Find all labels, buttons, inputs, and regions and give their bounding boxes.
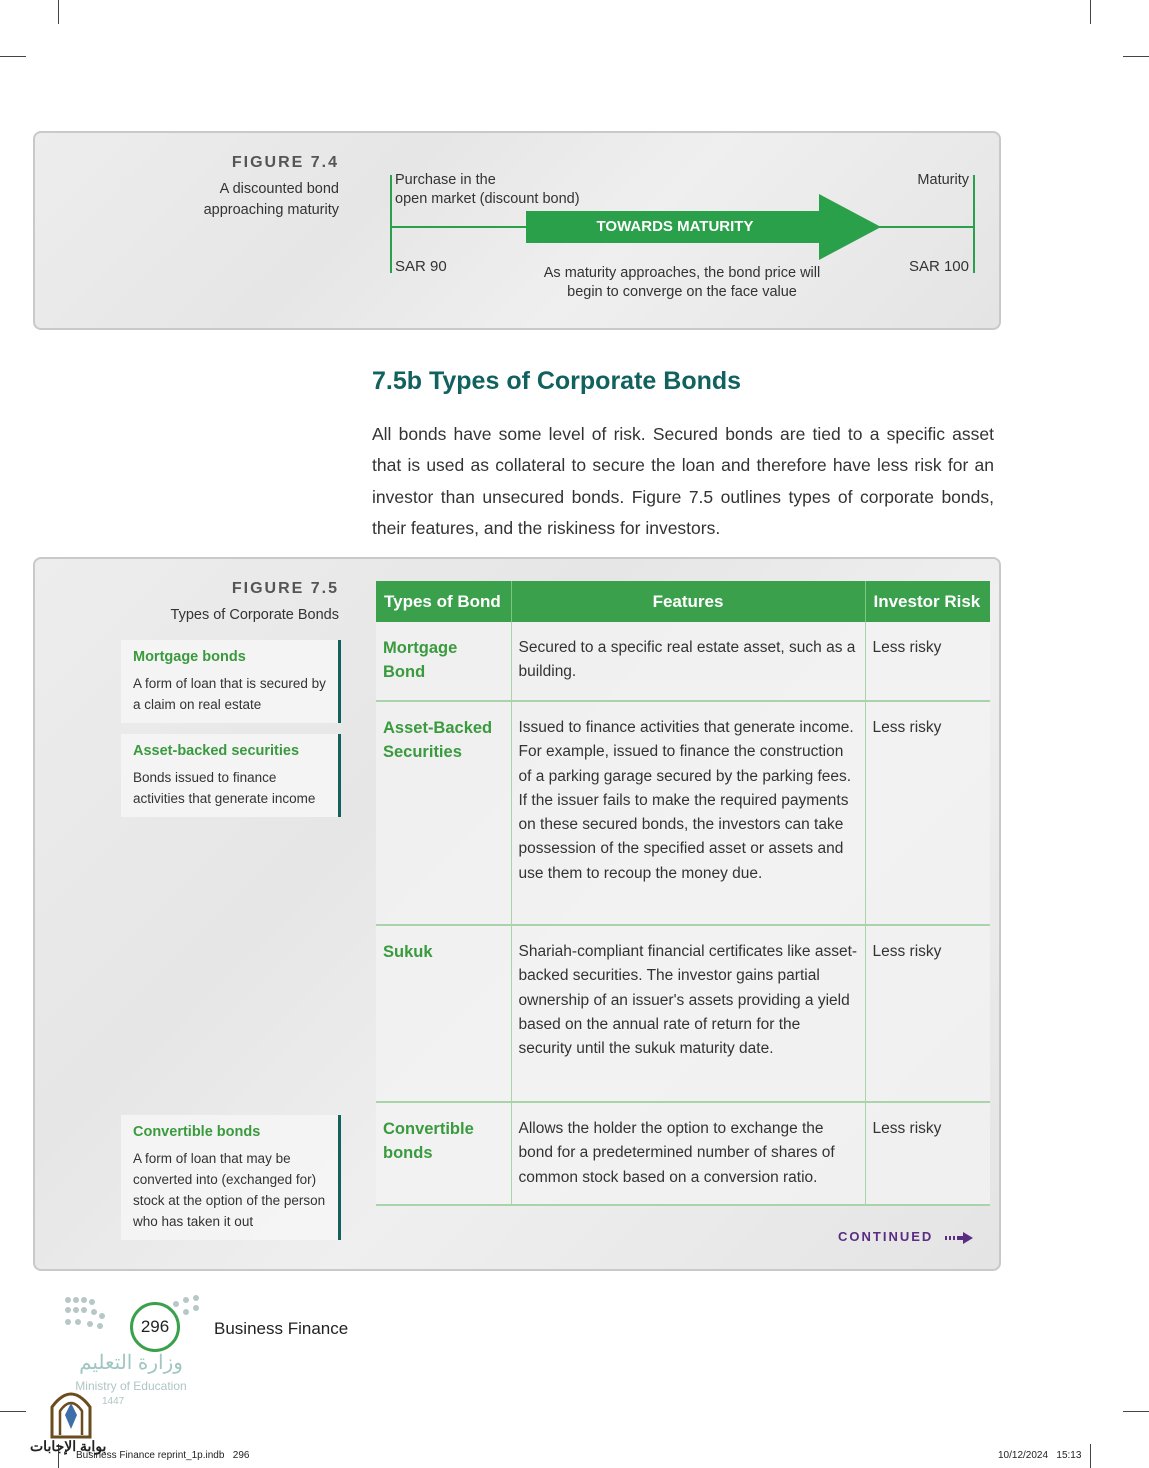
figure-label: FIGURE 7.4 [231,154,339,171]
section-title: 7.5b Types of Corporate Bonds [372,367,742,395]
bond-types-table [376,581,990,1206]
crop-mark [1123,1411,1149,1412]
table-row [376,622,990,701]
table-header-row [376,581,990,622]
crop-mark [0,1411,26,1412]
crop-mark [1090,1444,1091,1468]
page-number: 296 [140,1317,170,1336]
start-value: SAR 90 [395,258,447,275]
side-note-title: Convertible bonds [133,1124,261,1140]
crop-mark [1123,56,1149,57]
bond-features: Shariah-compliant financial certificates like asset-backed securities. The investor gains partial ownership of an issuer's assets providing a yield based on the annual rate of return for the security until the sukuk maturity date. [511,925,865,1102]
arrow-label: TOWARDS MATURITY [596,218,754,235]
ministry-english: Ministry of Education [75,1379,187,1393]
side-note-text: A form of loan that is secured by a claim on real estate [133,676,326,712]
side-note-mortgage-bonds [121,640,341,723]
purchase-text-line1: Purchase in the [395,172,496,188]
ministry-arabic: وزارة التعليم [79,1352,183,1374]
side-note-asset-backed-securities [121,734,341,817]
side-note-convertible-bonds [121,1115,341,1240]
table-row [376,701,990,925]
bond-features: Issued to finance activities that generate income. For example, issued to finance the construction of a parking garage secured by the parking fees. If the issuer fails to make the required payments on these secured bonds, the investors can take possession of the specified asset or assets and use them to recoup the money due. [511,701,865,925]
timeline-end-line [973,175,975,273]
note-line2: begin to converge on the face value [567,284,797,300]
note-line1: As maturity approaches, the bond price will [543,265,821,281]
convergence-note [527,264,837,302]
bond-risk: Less risky [865,701,990,925]
figure-label: FIGURE 7.5 [231,580,339,597]
crop-mark [1090,0,1091,24]
bond-risk: Less risky [865,622,990,701]
table-row [376,925,990,1102]
side-note-title: Asset-backed securities [133,743,300,759]
side-note-text: A form of loan that may be converted into (exchanged for) stock at the option of the person who has taken it out [133,1151,326,1229]
crop-mark [58,0,59,24]
header-features: Features [511,581,865,622]
print-timestamp: 10/12/2024 15:13 [998,1450,1082,1461]
purchase-text-line2: open market (discount bond) [395,191,580,207]
bond-type: Convertible bonds [376,1102,511,1205]
timeline-start-line [390,175,392,273]
bond-risk: Less risky [865,925,990,1102]
section-body: All bonds have some level of risk. Secured bonds are tied to a specific asset that is used as collateral to secure the loan and therefore have less risk for an investor than unsecured bonds. Figure 7.5 outlines types of corporate bonds, their features, and the riskiness for investors. [372,424,994,538]
figure-caption: Types of Corporate Bonds [170,607,339,623]
bond-features: Secured to a specific real estate asset, such as a building. [511,622,865,701]
side-note-title: Mortgage bonds [133,649,246,665]
year: 1447 [102,1396,125,1407]
bond-type: Mortgage Bond [376,622,511,701]
maturity-label: Maturity [917,172,969,188]
bond-type: Asset-Backed Securities [376,701,511,925]
figure-7-4-panel [33,131,1001,330]
crop-mark [0,56,26,57]
arrow-right-icon [945,1232,973,1244]
continued-link[interactable] [838,1229,973,1244]
page-number-badge [130,1302,180,1352]
answers-portal-logo-icon [48,1387,94,1439]
end-value: SAR 100 [908,258,969,275]
header-types-of-bond: Types of Bond [376,581,511,622]
table-row [376,1102,990,1205]
side-note-text: Bonds issued to finance activities that generate income [133,770,316,806]
bond-features: Allows the holder the option to exchange the bond for a predetermined number of shares of common stock based on a conversion ratio. [511,1102,865,1205]
book-title: Business Finance [214,1319,349,1338]
continued-label: CONTINUED [838,1229,934,1244]
file-name: Business Finance reprint_1p.indb 296 [76,1450,250,1461]
answers-portal-arabic: بوابة الإجابات [30,1438,107,1454]
bond-risk: Less risky [865,1102,990,1205]
bond-type: Sukuk [376,925,511,1102]
header-investor-risk: Investor Risk [865,581,990,622]
figure-caption: A discounted bond approaching maturity [203,181,339,218]
